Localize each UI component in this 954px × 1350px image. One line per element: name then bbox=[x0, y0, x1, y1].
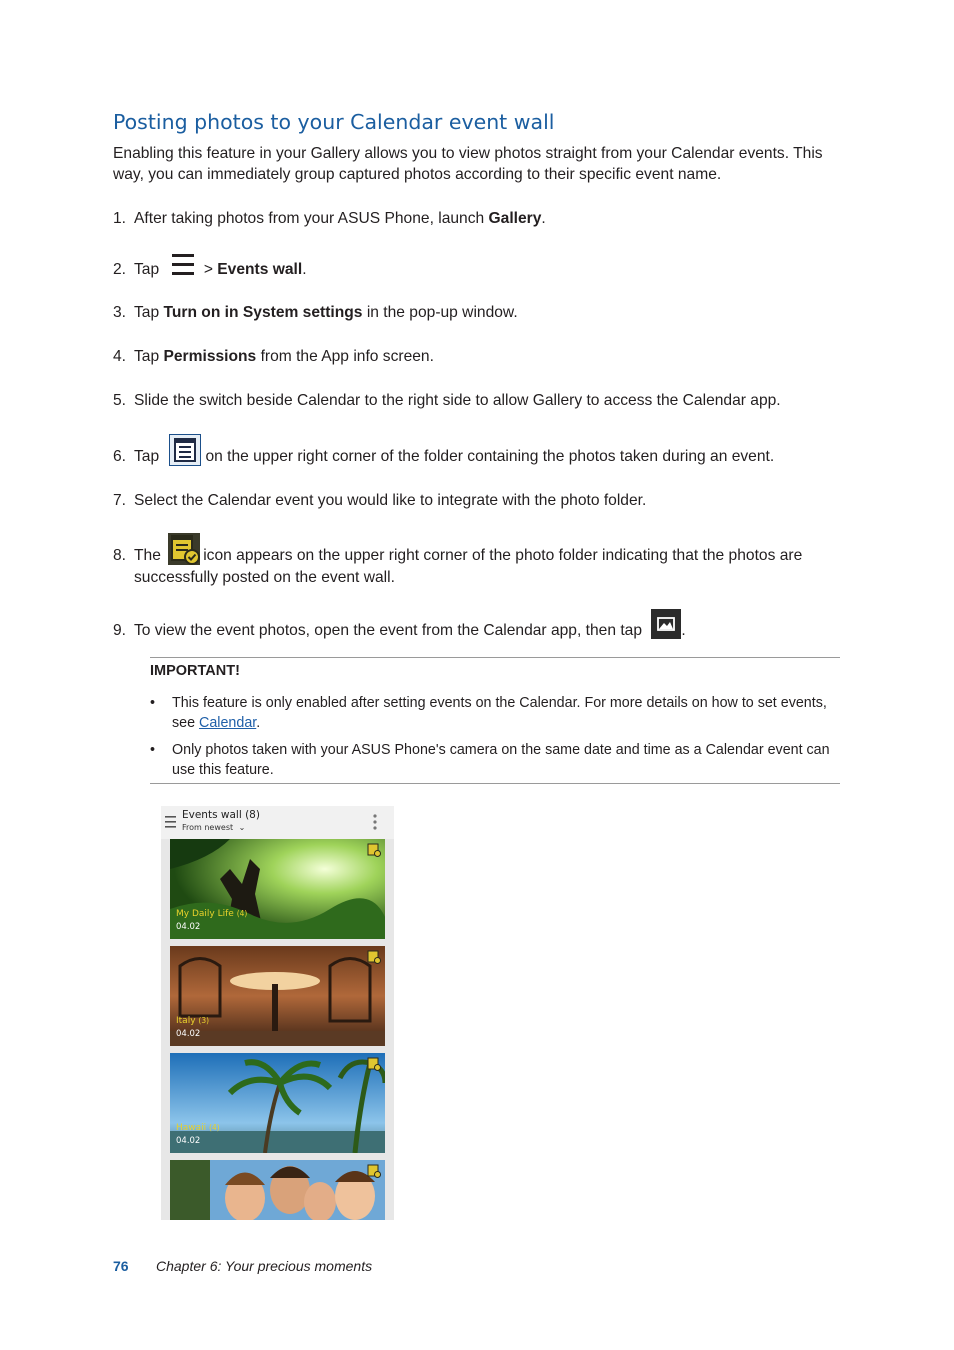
calendar-check-icon bbox=[367, 1057, 381, 1071]
album-photo-beach bbox=[170, 1053, 385, 1153]
album-photo-friends bbox=[170, 1160, 385, 1220]
gallery-icon bbox=[651, 609, 681, 639]
chapter-title: Chapter 6: Your precious moments bbox=[156, 1258, 373, 1274]
chevron-down-icon: ⌄ bbox=[238, 823, 246, 832]
events-wall-title: Events wall (8) bbox=[182, 809, 260, 821]
album-photo-forest bbox=[170, 839, 385, 939]
album-count: (3) bbox=[198, 1016, 210, 1025]
calendar-check-icon bbox=[168, 533, 200, 565]
page-number: 76 bbox=[113, 1258, 129, 1274]
sort-dropdown[interactable]: From newest ⌄ bbox=[182, 823, 246, 832]
calendar-list-icon bbox=[169, 434, 201, 466]
events-wall-header bbox=[161, 806, 394, 839]
calendar-check-icon bbox=[367, 843, 381, 857]
album-date: 04.02 bbox=[176, 1029, 201, 1039]
important-bottom-rule bbox=[150, 783, 840, 784]
album-name: Hawaii bbox=[176, 1123, 207, 1133]
step-number: 1. bbox=[113, 210, 127, 227]
album-card[interactable] bbox=[170, 839, 385, 939]
bullet-dot: • bbox=[150, 742, 156, 758]
bullet-dot: • bbox=[150, 695, 156, 711]
album-card[interactable] bbox=[170, 946, 385, 1046]
album-count: (4) bbox=[236, 909, 248, 918]
important-title: IMPORTANT! bbox=[150, 663, 240, 679]
overflow-menu-icon[interactable] bbox=[372, 814, 378, 830]
calendar-check-icon bbox=[367, 950, 381, 964]
events-wall-screenshot bbox=[161, 806, 394, 1220]
album-date: 04.02 bbox=[176, 922, 201, 932]
calendar-check-icon bbox=[367, 1164, 381, 1178]
section-heading: Posting photos to your Calendar event wall bbox=[113, 110, 555, 134]
album-date: 04.02 bbox=[176, 1136, 201, 1146]
intro-paragraph: Enabling this feature in your Gallery allows you to view photos straight from your Calendar events. This way, you can immediately group captured photos according to their specific event name. bbox=[113, 145, 823, 183]
menu-icon bbox=[170, 251, 196, 279]
important-top-rule bbox=[150, 657, 840, 658]
album-photo-cafe bbox=[170, 946, 385, 1046]
gallery-label: Gallery bbox=[488, 210, 542, 227]
album-card[interactable] bbox=[170, 1160, 385, 1220]
album-count: (4) bbox=[209, 1123, 220, 1132]
album-name: My Daily Life bbox=[176, 909, 234, 919]
album-name: Italy bbox=[176, 1016, 196, 1026]
calendar-link[interactable]: Calendar bbox=[199, 715, 257, 731]
menu-icon[interactable] bbox=[165, 815, 177, 829]
album-card[interactable] bbox=[170, 1053, 385, 1153]
